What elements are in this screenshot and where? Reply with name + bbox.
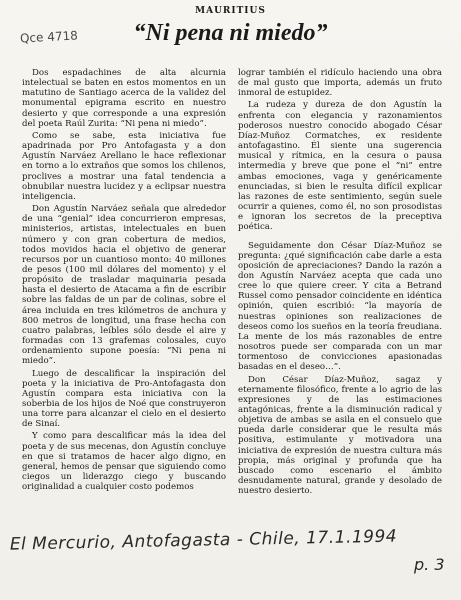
right-column (238, 68, 442, 498)
left-column (22, 68, 226, 494)
accession-code: Qce 4718 (19, 28, 79, 46)
paragraph: Como se sabe, esta iniciativa fue apadrinada por Pro Antofagasta y a don Agustín Narváez Arellano le hace reflexionar en torno a lo extraños que somos los chilenos, proclives a mostrar una fatal tendencia a obnubilar nuestra lucidez y a eclipsar nuestra inteligencia. (22, 130, 226, 202)
paragraph: Don César Díaz-Muñoz, sagaz y eternamente filosófico, frente a lo agrio de las expresiones y de las estimaciones antagónicas, frente a la disminución radical y objetiva de ambas se asila en el consuelo que pueda darle considerar que le resulta más positiva, estimulante y motivadora una iniciativa de expresión de nuestra cultura más propia, más original y profunda que ha buscado como escenario el ámbito desnudamente natural, grande y desolado de nuestro desierto. (238, 374, 442, 497)
paragraph: Don Agustín Narváez señala que alrededor de una “genial” idea concurrieron empresas, ministerios, artistas, intelectuales en buen número y con gran cobertura de medios, todos movidos hacia el objetivo de generar recursos por un cuantioso monto: 40 millones de pesos (100 mil dólares del momento) y el propósito de trasladar maquinaria pesada hasta el desierto de Atacama a fin de escribir sobre las faldas de un par de colinas, sobre el área incluida en tres kilómetros de anchura y 800 metros de longitud, una frase hecha con cuatro palabras, leíbles sólo desde el aire y formadas con 13 grafemas colosales, cuyo ordenamiento supone poesía: “Ni pena ni miedo”. (22, 204, 226, 367)
section-kicker: MAURITIUS (195, 6, 266, 16)
paragraph: Luego de descalificar la inspiración del poeta y la iniciativa de Pro-Antofagasta don Agustín compara esta iniciativa con la soberbia de los hijos de Noé que construyeron una torre para alcanzar el cielo en el desierto de Sinaí. (22, 368, 226, 430)
handwritten-page-number: p. 3 (414, 555, 445, 574)
paragraph: La rudeza y dureza de don Agustín la enfrenta con elegancia y razonamientos poderosos nuestro conocido abogado César Díaz-Muñoz Cormatches, ex residente antofagastino. Él siente una sugerencia musical y rítmica, en la cesura o pausa intermedia y breve que pone el “ni” entre ambas emociones, vaga y genéricamente enunciadas, si bien le resulta difícil explicar las razones de este sentimiento, según suele ocurrir a quienes, como él, no son prosodistas e ignoran los secretos de la preceptiva poética. (238, 100, 442, 233)
paragraph: Seguidamente don César Díaz-Muñoz se pregunta: ¿qué significación cabe darle a esta oposición de apreciaciones? Dando la razón a don Agustín Narváez acepta que cada uno cree lo que quiere creer. Y cita a Betrand Russel como pensador coincidente en idéntica opinión, quien escribió: “la mayoría de nuestras opiniones son realizaciones de deseos como los sueños en la teoría freudiana. La mente de los más razonables de entre nosotros puede ser comparada con un mar tormentoso de convicciones apasionadas basadas en el deseo…”. (238, 240, 442, 373)
handwritten-source-line: El Mercurio, Antofagasta - Chile, 17.1.1994 (9, 526, 398, 555)
paragraph: Y como para descalificar más la idea del poeta y de sus mecenas, don Agustín concluye en que si tratamos de hacer algo digno, en general, hemos de pensar que siguiendo como ciegos un liderazgo ciego y buscando originalidad a cualquier costo podemos (22, 431, 226, 493)
paragraph: lograr también el ridículo haciendo una obra de mal gusto que importa, además un fruto inmoral de estupidez. (238, 68, 442, 99)
article-headline: “Ni pena ni miedo” (133, 20, 328, 46)
paragraph: Dos espadachines de alta alcurnia intelectual se baten en estos momentos en un matutino de Santiago acerca de la validez del monumental epigrama escrito en nuestro desierto y que corresponde a una expresión del poeta Raúl Zurita: “Ni pena ni miedo”. (22, 68, 226, 129)
